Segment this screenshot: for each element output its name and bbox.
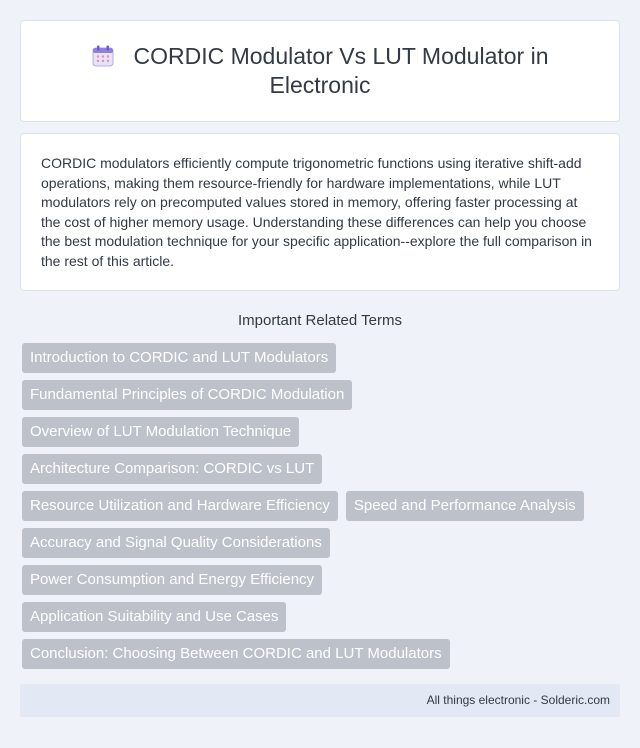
summary-card: [20, 133, 620, 291]
term-row: [22, 343, 622, 373]
term-tag[interactable]: Architecture Comparison: CORDIC vs LUT: [22, 454, 322, 484]
term-tag[interactable]: Conclusion: Choosing Between CORDIC and LUT Modulators: [22, 639, 450, 669]
term-tag[interactable]: Power Consumption and Energy Efficiency: [22, 565, 322, 595]
term-row: [22, 639, 622, 669]
term-row: [22, 528, 622, 558]
footer-text[interactable]: All things electronic - Solderic.com: [426, 693, 610, 707]
term-row: [22, 417, 622, 447]
footer: [20, 684, 620, 717]
term-tag[interactable]: Fundamental Principles of CORDIC Modulation: [22, 380, 352, 410]
term-tag[interactable]: Introduction to CORDIC and LUT Modulators: [22, 343, 336, 373]
term-row: [22, 380, 622, 410]
page-title: CORDIC Modulator Vs LUT Modulator in Electronic: [133, 43, 549, 98]
term-row: [22, 491, 622, 521]
term-row: [22, 454, 622, 484]
related-terms-heading: Important Related Terms: [238, 312, 402, 329]
term-row: [22, 602, 622, 632]
related-terms-list: [22, 343, 622, 676]
term-tag[interactable]: Overview of LUT Modulation Technique: [22, 417, 299, 447]
summary-text: CORDIC modulators efficiently compute trigonometric functions using iterative shift-add operations, making them resource-friendly for hardware implementations, while LUT modulators rely on precomputed values stored in memory, offering faster processing at the cost of higher memory usage. Understanding these differences can help you choose the best modulation technique for your specific application--explore the full comparison in the rest of this article.: [41, 155, 592, 269]
term-tag[interactable]: Speed and Performance Analysis: [346, 491, 584, 521]
calendar-icon: [92, 45, 114, 67]
title-card: [20, 20, 620, 122]
term-row: [22, 565, 622, 595]
term-tag[interactable]: Accuracy and Signal Quality Considerations: [22, 528, 330, 558]
term-tag[interactable]: Application Suitability and Use Cases: [22, 602, 286, 632]
page-title-wrap: [61, 42, 579, 100]
term-tag[interactable]: Resource Utilization and Hardware Efficiency: [22, 491, 338, 521]
